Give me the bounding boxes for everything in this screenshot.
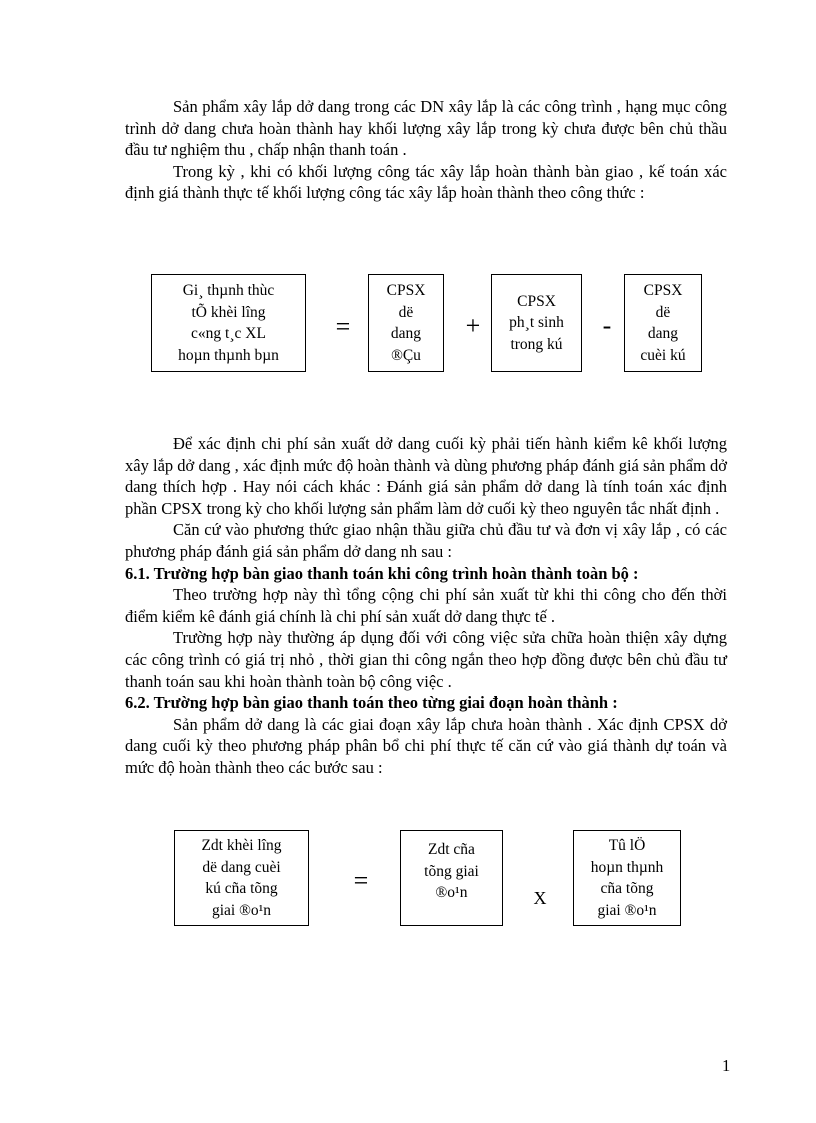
- formula2-box-b-line: tõng giai: [424, 862, 479, 880]
- paragraph-6-1-b: Trường hợp này thường áp dụng đối với công việc sửa chữa hoàn thiện xây dựng các công trình có giá trị nhỏ , thời gian thi công ngắn theo hợp đồng được bên chủ đầu tư thanh toán sau khi hoàn thành toàn bộ công việc .: [125, 628, 727, 691]
- formula2-box-b-line: Zdt cña: [428, 841, 475, 858]
- formula1-box-b-line: ®Çu: [391, 346, 421, 364]
- paragraph-methods-lead: Căn cứ vào phương thức giao nhận thầu giữa chủ đầu tư và đơn vị xây lắp , có các phương pháp đánh giá sản phẩm dở dang nh sau :: [125, 520, 727, 561]
- formula1-box-b-line: CPSX: [386, 282, 426, 299]
- formula2-equals-sign: =: [353, 866, 369, 895]
- heading-6-1: 6.1. Trường hợp bàn giao thanh toán khi công trình hoàn thành toàn bộ :: [125, 563, 639, 583]
- formula2-box-completion-rate: [573, 830, 681, 926]
- formula1-box-wip-end: [624, 274, 702, 372]
- formula1-box-b-line: dang: [390, 325, 422, 342]
- formula1-equals-sign: =: [335, 312, 351, 341]
- formula1-plus-sign: +: [465, 311, 481, 340]
- formula1-box-d-line: dë: [655, 303, 671, 321]
- formula2-box-c-line: hoµn thµnh: [590, 858, 664, 876]
- formula2-box-a-line: giai ®o¹n: [211, 901, 272, 919]
- formula2-box-c-line: cña tõng: [600, 880, 654, 897]
- wip-valuation-section: [125, 433, 727, 779]
- formula1-box-c-line: ph¸t sinh: [509, 314, 564, 332]
- formula1-box-d-line: CPSX: [643, 282, 683, 299]
- formula2-box-a-line: kú cña tõng: [205, 880, 278, 897]
- formula1-box-c-line: trong kú: [510, 335, 563, 353]
- formula1-box-c-line: CPSX: [517, 292, 556, 310]
- formula1-box-b-line: dë: [398, 303, 414, 321]
- formula1-box-d-line: cuèi kú: [640, 346, 686, 364]
- formula2-box-a-line: dë dang cuèi: [202, 858, 281, 876]
- formula2-box-wip-stage-cost: [174, 830, 309, 926]
- paragraph-wip-definition: Để xác định chi phí sản xuất dở dang cuối kỳ phải tiến hành kiểm kê khối lượng xây lắp dở dang , xác định mức độ hoàn thành và dùng phương pháp đánh giá sản phẩm dở dang thích hợp . Hay nói cách khác : Đánh giá sản phẩm dở dang là tính toán xác định phần CPSX trong kỳ cho khối lượng sản phẩm làm dở cuối kỳ theo nguyên tắc nhất định .: [125, 434, 727, 518]
- heading-6-2: 6.2. Trường hợp bàn giao thanh toán theo từng giai đoạn hoàn thành :: [125, 693, 618, 713]
- formula1-box-incurred: [491, 274, 582, 372]
- formula1-box-a-line: Gi¸ thµnh thùc: [182, 282, 275, 299]
- formula2-box-c-line: Tû lÖ: [608, 837, 646, 854]
- paragraph-6-1-a: Theo trường hợp này thì tổng cộng chi phí sản xuất từ khi thi công cho đến thời điểm kiểm kê đánh giá chính là chi phí sản xuất dở dang thực tế .: [125, 585, 727, 626]
- formula1-box-d-line: dang: [647, 325, 679, 342]
- intro-section: [125, 96, 727, 204]
- formula2-box-c-line: giai ®o¹n: [597, 901, 657, 919]
- formula1-minus-sign: -: [602, 311, 612, 340]
- page-number: 1: [722, 1056, 731, 1075]
- formula2-box-stage-estimate: [400, 830, 503, 926]
- formula1-box-a-line: tÕ khèi lîng: [191, 303, 266, 321]
- formula1-box-wip-begin: [368, 274, 444, 372]
- paragraph-formula-lead: Trong kỳ , khi có khối lượng công tác xây lắp hoàn thành bàn giao , kế toán xác định giá thành thực tế khối lượng công tác xây lắp hoàn thành theo công thức :: [125, 161, 727, 203]
- formula2-times-sign: X: [533, 888, 547, 908]
- formula1-box-a-line: c«ng t¸c XL: [191, 325, 266, 342]
- paragraph-6-2: Sản phẩm dở dang là các giai đoạn xây lắp chưa hoàn thành . Xác định CPSX dở dang cuối kỳ theo phương pháp phân bổ chi phí thực tế căn cứ vào giá thành dự toán và mức độ hoàn thành theo các bước sau :: [125, 714, 727, 777]
- formula2-box-b-line: ®o¹n: [435, 884, 468, 901]
- formula1-box-a-line: hoµn thµnh bµn: [178, 346, 279, 364]
- paragraph-intro: Sản phẩm xây lắp dở dang trong các DN xây lắp là các công trình , hạng mục công trình dở dang chưa hoàn thành hay khối lượng xây lắp trong kỳ chưa được bên chủ thầu đầu tư nghiệm thu , chấp nhận thanh toán .: [125, 97, 727, 160]
- formula1-box-actual-cost: [151, 274, 306, 372]
- formula2-box-a-line: Zdt khèi lîng: [201, 837, 282, 854]
